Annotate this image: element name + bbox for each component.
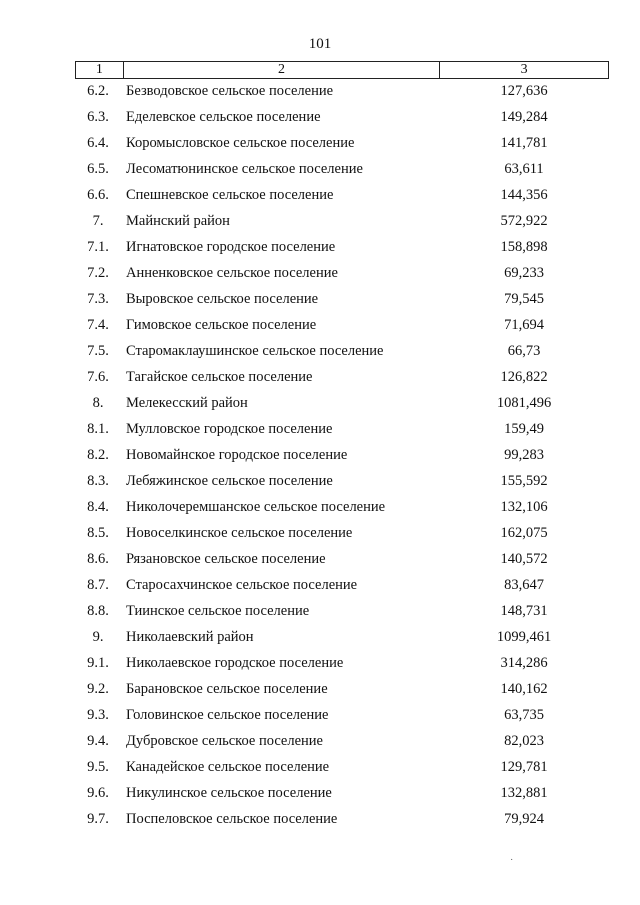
row-number: 8.4. bbox=[87, 499, 109, 515]
page-number: 101 bbox=[308, 36, 332, 52]
row-value: 162,075 bbox=[500, 525, 548, 541]
row-value: 66,73 bbox=[507, 343, 541, 359]
row-value: 79,924 bbox=[504, 811, 544, 827]
row-value: 63,735 bbox=[504, 707, 544, 723]
row-value: 132,106 bbox=[500, 499, 548, 515]
row-value: 572,922 bbox=[500, 213, 548, 229]
row-value: 127,636 bbox=[500, 83, 548, 99]
table-row bbox=[0, 471, 640, 497]
row-value: 159,49 bbox=[504, 421, 544, 437]
row-number: 8.5. bbox=[87, 525, 109, 541]
row-number: 8.6. bbox=[87, 551, 109, 567]
table-row bbox=[0, 731, 640, 757]
row-number: 6.4. bbox=[87, 135, 109, 151]
table-row bbox=[0, 809, 640, 835]
row-number: 8. bbox=[92, 395, 104, 411]
row-value: 132,881 bbox=[500, 785, 548, 801]
row-number: 9. bbox=[92, 629, 104, 645]
row-number: 6.3. bbox=[87, 109, 109, 125]
row-number: 9.3. bbox=[87, 707, 109, 723]
row-number: 8.7. bbox=[87, 577, 109, 593]
row-name: Лесоматюнинское сельское поселение bbox=[126, 161, 363, 177]
row-number: 9.5. bbox=[87, 759, 109, 775]
row-name: Николаевское городское поселение bbox=[126, 655, 344, 671]
row-name: Старосахчинское сельское поселение bbox=[126, 577, 358, 593]
row-value: 83,647 bbox=[504, 577, 544, 593]
row-name: Мулловское городское поселение bbox=[126, 421, 333, 437]
row-value: 140,162 bbox=[500, 681, 548, 697]
row-value: 148,731 bbox=[500, 603, 548, 619]
row-name: Майнский район bbox=[126, 213, 230, 229]
row-number: 6.2. bbox=[87, 83, 109, 99]
row-name: Старомаклаушинское сельское поселение bbox=[126, 343, 384, 359]
table-row bbox=[0, 393, 640, 419]
row-value: 63,611 bbox=[504, 161, 544, 177]
row-value: 129,781 bbox=[500, 759, 548, 775]
row-value: 99,283 bbox=[504, 447, 544, 463]
table-row bbox=[0, 341, 640, 367]
table-row bbox=[0, 133, 640, 159]
row-number: 9.7. bbox=[87, 811, 109, 827]
row-value: 79,545 bbox=[504, 291, 544, 307]
row-value: 71,694 bbox=[504, 317, 544, 333]
row-name: Канадейское сельское поселение bbox=[126, 759, 330, 775]
row-value: 144,356 bbox=[500, 187, 548, 203]
table-row bbox=[0, 107, 640, 133]
table-row bbox=[0, 575, 640, 601]
table-header bbox=[75, 61, 609, 79]
row-number: 7.6. bbox=[87, 369, 109, 385]
table-row bbox=[0, 549, 640, 575]
row-name: Гимовское сельское поселение bbox=[126, 317, 317, 333]
table-row bbox=[0, 211, 640, 237]
table-row bbox=[0, 783, 640, 809]
table-row bbox=[0, 315, 640, 341]
row-name: Безводовское сельское поселение bbox=[126, 83, 334, 99]
table-row bbox=[0, 627, 640, 653]
row-value: 69,233 bbox=[504, 265, 544, 281]
row-number: 9.1. bbox=[87, 655, 109, 671]
row-number: 8.8. bbox=[87, 603, 109, 619]
row-number: 8.2. bbox=[87, 447, 109, 463]
row-value: 126,822 bbox=[500, 369, 548, 385]
row-name: Николочеремшанское сельское поселение bbox=[126, 499, 386, 515]
row-name: Николаевский район bbox=[126, 629, 254, 645]
row-number: 9.4. bbox=[87, 733, 109, 749]
row-name: Еделевское сельское поселение bbox=[126, 109, 321, 125]
row-number: 6.6. bbox=[87, 187, 109, 203]
row-number: 9.6. bbox=[87, 785, 109, 801]
header-cell-2: 2 bbox=[123, 62, 440, 79]
row-name: Новомайнское городское поселение bbox=[126, 447, 348, 463]
row-number: 7. bbox=[92, 213, 104, 229]
header-cell-3: 3 bbox=[440, 62, 609, 79]
table-row bbox=[0, 757, 640, 783]
row-name: Головинское сельское поселение bbox=[126, 707, 329, 723]
table-row bbox=[0, 653, 640, 679]
row-name: Игнатовское городское поселение bbox=[126, 239, 336, 255]
row-value: 141,781 bbox=[500, 135, 548, 151]
row-number: 7.3. bbox=[87, 291, 109, 307]
row-name: Выровское сельское поселение bbox=[126, 291, 319, 307]
row-value: 158,898 bbox=[500, 239, 548, 255]
row-name: Коромысловское сельское поселение bbox=[126, 135, 355, 151]
row-number: 7.4. bbox=[87, 317, 109, 333]
table-row bbox=[0, 237, 640, 263]
row-name: Тиинское сельское поселение bbox=[126, 603, 310, 619]
table-row bbox=[0, 679, 640, 705]
row-value: 314,286 bbox=[500, 655, 548, 671]
row-number: 9.2. bbox=[87, 681, 109, 697]
scan-speck: ˙ bbox=[510, 858, 514, 869]
row-value: 82,023 bbox=[504, 733, 544, 749]
table-row bbox=[0, 81, 640, 107]
row-name: Анненковское сельское поселение bbox=[126, 265, 338, 281]
table-row bbox=[0, 497, 640, 523]
row-value: 1081,496 bbox=[496, 395, 552, 411]
row-name: Лебяжинское сельское поселение bbox=[126, 473, 333, 489]
table-row bbox=[0, 263, 640, 289]
table-body bbox=[0, 81, 640, 835]
table-row bbox=[0, 601, 640, 627]
row-number: 7.5. bbox=[87, 343, 109, 359]
row-name: Никулинское сельское поселение bbox=[126, 785, 332, 801]
row-number: 8.3. bbox=[87, 473, 109, 489]
row-value: 1099,461 bbox=[496, 629, 552, 645]
row-number: 7.2. bbox=[87, 265, 109, 281]
table-row bbox=[0, 159, 640, 185]
row-name: Новоселкинское сельское поселение bbox=[126, 525, 353, 541]
row-name: Поспеловское сельское поселение bbox=[126, 811, 338, 827]
table-row bbox=[0, 445, 640, 471]
row-name: Барановское сельское поселение bbox=[126, 681, 328, 697]
header-cell-1: 1 bbox=[76, 62, 124, 79]
table-row bbox=[0, 185, 640, 211]
row-name: Дубровское сельское поселение bbox=[126, 733, 323, 749]
table-row bbox=[0, 367, 640, 393]
row-number: 7.1. bbox=[87, 239, 109, 255]
table-row bbox=[0, 523, 640, 549]
row-value: 140,572 bbox=[500, 551, 548, 567]
row-number: 6.5. bbox=[87, 161, 109, 177]
row-name: Рязановское сельское поселение bbox=[126, 551, 326, 567]
row-name: Спешневское сельское поселение bbox=[126, 187, 334, 203]
row-name: Мелекесский район bbox=[126, 395, 248, 411]
row-value: 149,284 bbox=[500, 109, 548, 125]
table-row bbox=[0, 705, 640, 731]
table-row bbox=[0, 419, 640, 445]
row-value: 155,592 bbox=[500, 473, 548, 489]
row-number: 8.1. bbox=[87, 421, 109, 437]
row-name: Тагайское сельское поселение bbox=[126, 369, 313, 385]
table-row bbox=[0, 289, 640, 315]
